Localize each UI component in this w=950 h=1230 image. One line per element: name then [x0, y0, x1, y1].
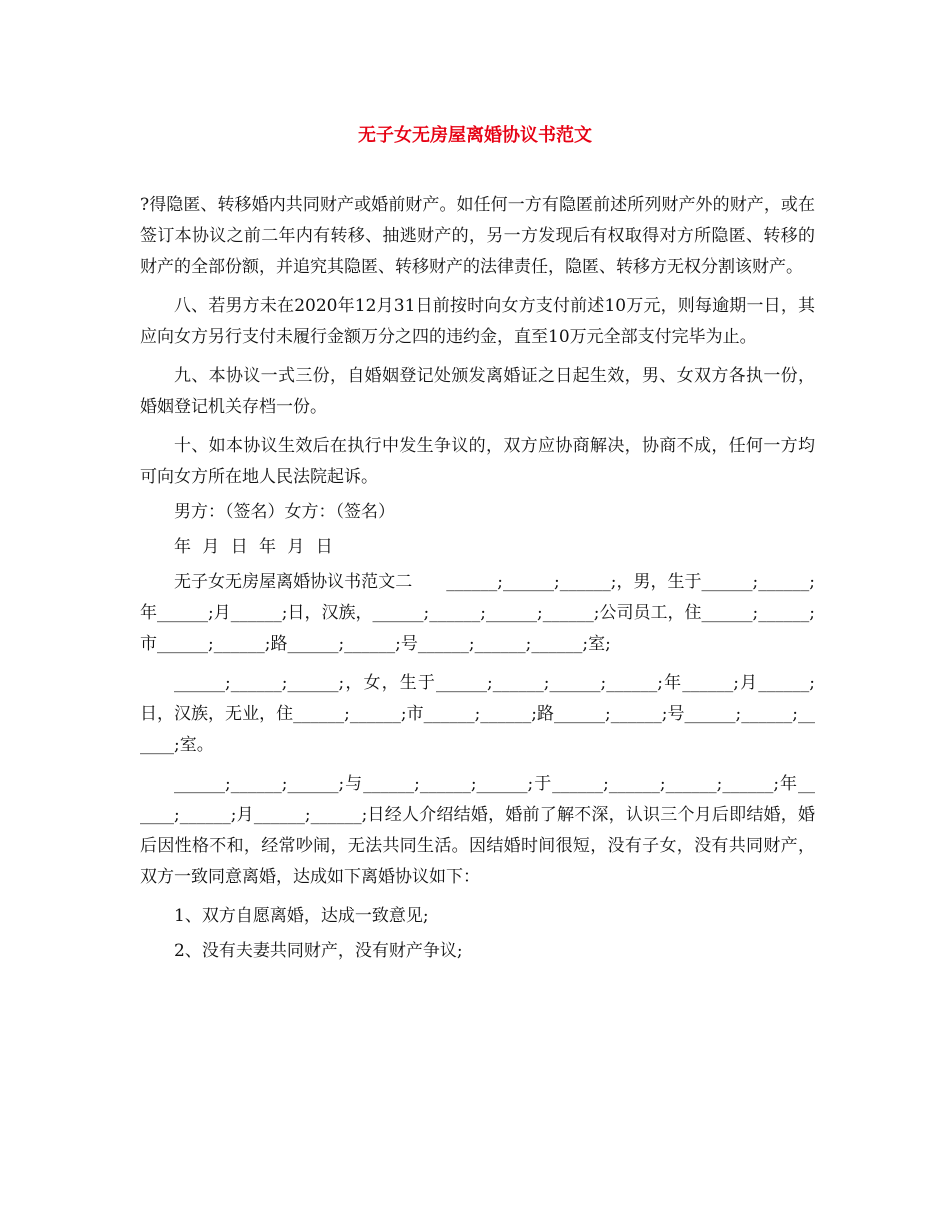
paragraph-concealment-clause: ?得隐匿、转移婚内共同财产或婚前财产。如任何一方有隐匿前述所列财产外的财产，或在签订本协议之前二年内有转移、抽逃财产的，另一方发现后有权取得对方所隐匿、转移的财产的全部份额，并追究其隐匿、转移财产的法律责任，隐匿、转移方无权分割该财产。 [140, 195, 815, 277]
signature-line: 男方：（签名）女方：（签名） [174, 502, 395, 522]
paragraph-second-sample-man: 无子女无房屋离婚协议书范文二 ______;______;______;，男，生于______;______;年______;月______;日，汉族，______;______;______;______;公司员工，住______;______;市______;______;路______;______;号______;______;______;室; [140, 572, 815, 654]
paragraph-clause-eight: 八、若男方未在2020年12月31日前按时向女方支付前述10万元，则每逾期一日，其应向女方另行支付未履行金额万分之四的违约金，直至10万元全部支付完毕为止。 [140, 296, 815, 347]
paragraph-marriage-background: ______;______;______;与______;______;______;于______;______;______;______;年______;______;月______;______;日经人介绍结婚，婚前了解不深，认识三个月后即结婚，婚后因性格不和，经常吵闹，无法共同生活。因结婚时间很短，没有子女，没有共同财产，双方一致同意离婚，达成如下离婚协议如下： [140, 774, 815, 887]
list-item-agreement-one: 1、双方自愿离婚，达成一致意见; [174, 906, 429, 926]
paragraph-clause-nine: 九、本协议一式三份，自婚姻登记处颁发离婚证之日起生效，男、女双方各执一份，婚姻登记机关存档一份。 [140, 366, 815, 417]
document-body [140, 190, 815, 971]
document-title: 无子女无房屋离婚协议书范文 [358, 125, 592, 146]
paragraph-clause-ten: 十、如本协议生效后在执行中发生争议的，双方应协商解决，协商不成，任何一方均可向女方所在地人民法院起诉。 [140, 436, 815, 487]
paragraph-second-sample-woman: ______;______;______;，女，生于______;______;______;______;年______;月______;日，汉族，无业，住______;______;市______;______;路______;______;号______;______;______;室。 [140, 673, 815, 755]
list-item-agreement-two: 2、没有夫妻共同财产，没有财产争议; [174, 941, 463, 961]
date-line: 年 月 日 年 月 日 [174, 537, 333, 557]
